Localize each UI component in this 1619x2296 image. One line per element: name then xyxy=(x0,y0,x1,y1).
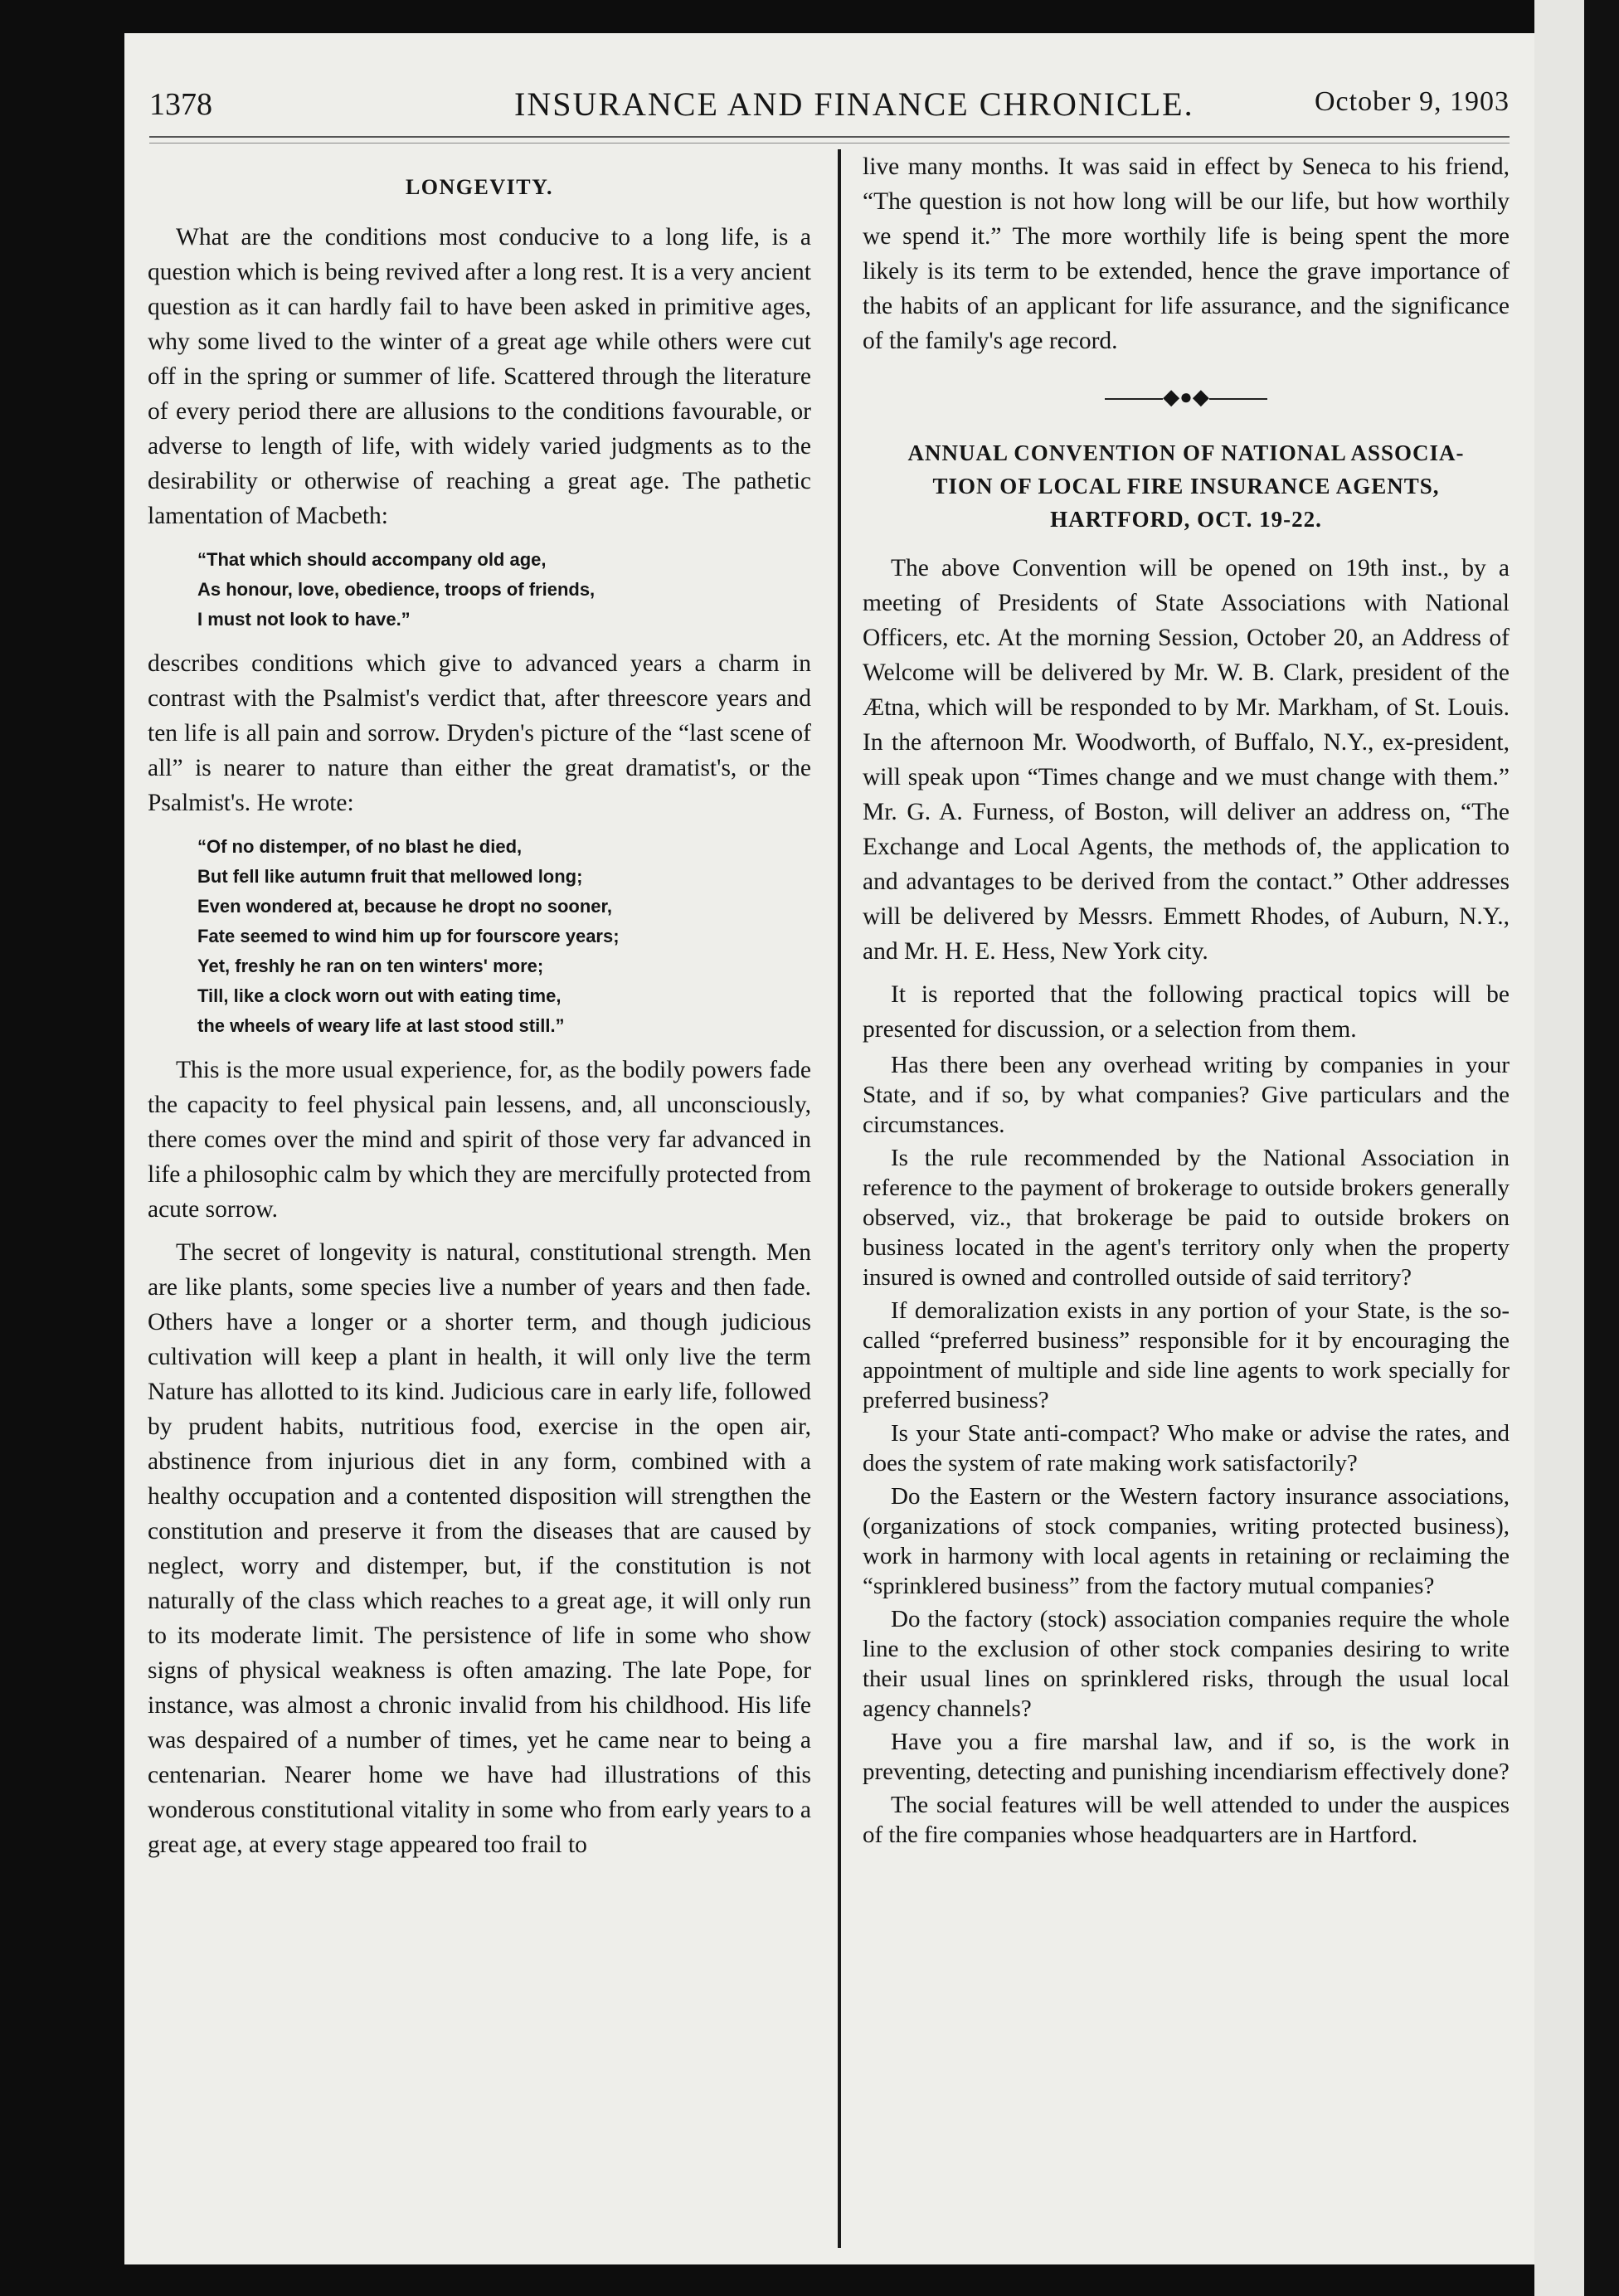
topic-question: Has there been any overhead writing by companies in your State, and if so, by what companies? Give particulars and the circumstances. xyxy=(863,1052,1510,1138)
right-column xyxy=(863,149,1510,1850)
left-column xyxy=(148,170,811,1862)
verse-quote-macbeth xyxy=(197,545,811,635)
page-edge xyxy=(1534,0,1584,2296)
paragraph: This is the more usual experience, for, as the bodily powers fade the capacity to feel physical pain lessens, and, all unconsciously, there comes over the mind and spirit of those very far advanced in life a philosophic calm by which they are mercifully protected from acute sorrow. xyxy=(148,1057,811,1223)
section-ornament: ◆●◆ xyxy=(863,380,1510,415)
topic-question: Have you a fire marshal law, and if so, is the work in preventing, detecting and punishing incendiarism effectively done? xyxy=(863,1729,1510,1785)
paragraph: The above Convention will be opened on 19th inst., by a meeting of Presidents of State Associations with National Officers, etc. At the morning Session, October 20, an Address of Welcome will be delivered by Mr. W. B. Clark, president of the Ætna, which will be responded to by Mr. Markham, of St. Louis. In the afternoon Mr. Woodworth, of Buffalo, N.Y., ex-president, will speak upon “Times change and we must change with them.” Mr. G. A. Furness, of Boston, will deliver an address on, “The Exchange and Local Agents, the methods of, the application to and advantages to be derived from the contact.” Other addresses will be delivered by Messrs. Emmett Rhodes, of Auburn, N.Y., and Mr. H. E. Hess, New York city. xyxy=(863,555,1510,965)
verse-line: Till, like a clock worn out with eating time, xyxy=(197,985,562,1006)
paragraph: The secret of longevity is natural, constitutional strength. Men are like plants, some species live a number of years and then fade. Others have a longer or a shorter term, and though judicious cultivation will keep a plant in health, it will only live the term Nature has allotted to its kind. Judicious care in early life, followed by prudent habits, nutritious food, exercise in the open air, abstinence from injurious diet in any form, combined with a healthy occupation and a contented disposition will strengthen the constitution and preserve it from the diseases that are caused by neglect, worry and distemper, but, if the constitution is not naturally of the class which reaches to a great age, it will only run to its moderate limit. The persistence of life in some who show signs of physical weakness is often amazing. The late Pope, for instance, was almost a chronic invalid from his childhood. His life was despaired of a number of times, yet he came near to being a centenarian. Nearer home we have had illustrations of this wonderous constitutional vitality in some who from early years to a great age, at every stage appeared too frail to xyxy=(148,1239,811,1858)
topic-question: If demoralization exists in any portion of your State, is the so-called “preferred business” responsible for it by encouraging the appointment of multiple and side line agents to work specially for preferred business? xyxy=(863,1297,1510,1413)
topic-question: Do the factory (stock) association companies require the whole line to the exclusion of other stock companies desiring to write their usual lines on sprinklered risks, through the usual local agency channels? xyxy=(863,1606,1510,1722)
scan-border xyxy=(1584,0,1619,2296)
newspaper-page xyxy=(124,33,1534,2264)
verse-line: “That which should accompany old age, xyxy=(197,549,547,570)
article-heading-convention xyxy=(863,436,1510,536)
verse-line: the wheels of weary life at last stood still.” xyxy=(197,1015,565,1036)
verse-line: “Of no distemper, of no blast he died, xyxy=(197,836,523,857)
column-rule xyxy=(838,149,841,2248)
issue-date: October 9, 1903 xyxy=(1314,86,1510,117)
verse-line: Yet, freshly he ran on ten winters' more; xyxy=(197,956,544,976)
verse-line: I must not look to have.” xyxy=(197,609,411,630)
paragraph: The social features will be well attended to under the auspices of the fire companies whose headquarters are in Hartford. xyxy=(863,1792,1510,1848)
paragraph: describes conditions which give to advanced years a charm in contrast with the Psalmist's verdict that, after threescore years and ten life is all pain and sorrow. Dryden's picture of the “last scene of all” is nearer to nature than either the great dramatist's, or the Psalmist's. He wrote: xyxy=(148,650,811,816)
page-number: 1378 xyxy=(149,87,212,122)
paragraph: It is reported that the following practical topics will be presented for discussion, or a selection from them. xyxy=(863,981,1510,1043)
topic-question: Is the rule recommended by the National Association in reference to the payment of brokerage to outside brokers generally observed, viz., that brokerage be paid to outside brokers on business located in the agent's territory only when the property insured is owned and controlled outside of said territory? xyxy=(863,1145,1510,1291)
verse-quote-dryden xyxy=(197,832,811,1041)
heading-line: HARTFORD, OCT. 19-22. xyxy=(1050,507,1322,532)
verse-line: Even wondered at, because he dropt no sooner, xyxy=(197,896,612,917)
paragraph: What are the conditions most conducive to a long life, is a question which is being revived after a long rest. It is a very ancient question as it can hardly fail to have been asked in primitive ages, why some lived to the winter of a great age while others were cut off in the spring or summer of life. Scattered through the literature of every period there are allusions to the conditions favourable, or adverse to length of life, with widely varied judgments as to the desirability or otherwise of reaching a great age. The pathetic lamentation of Macbeth: xyxy=(148,224,811,529)
article-heading-longevity: LONGEVITY. xyxy=(405,175,554,199)
topic-question: Is your State anti-compact? Who make or advise the rates, and does the system of rate making work satisfactorily? xyxy=(863,1420,1510,1476)
verse-line: But fell like autumn fruit that mellowed long; xyxy=(197,866,583,887)
heading-line: ANNUAL CONVENTION OF NATIONAL ASSOCIA- xyxy=(907,440,1465,465)
verse-line: Fate seemed to wind him up for fourscore years; xyxy=(197,926,620,946)
heading-line: TION OF LOCAL FIRE INSURANCE AGENTS, xyxy=(932,474,1440,499)
paragraph-continued: live many months. It was said in effect by Seneca to his friend, “The question is not how long will be our life, but how worthily we spend it.” The more worthily life is being spent the more likely is its term to be extended, hence the grave importance of the habits of an applicant for life assurance, and the significance of the family's age record. xyxy=(863,153,1510,354)
page-header xyxy=(149,75,1510,133)
verse-line: As honour, love, obedience, troops of friends, xyxy=(197,579,596,600)
journal-title: INSURANCE AND FINANCE CHRONICLE. xyxy=(514,85,1194,123)
header-rule xyxy=(149,136,1510,144)
topic-question: Do the Eastern or the Western factory insurance associations, (organizations of stock companies, writing protected business), work in harmony with local agents in retaining or reclaiming the “sprinklered business” from the factory mutual companies? xyxy=(863,1483,1510,1599)
